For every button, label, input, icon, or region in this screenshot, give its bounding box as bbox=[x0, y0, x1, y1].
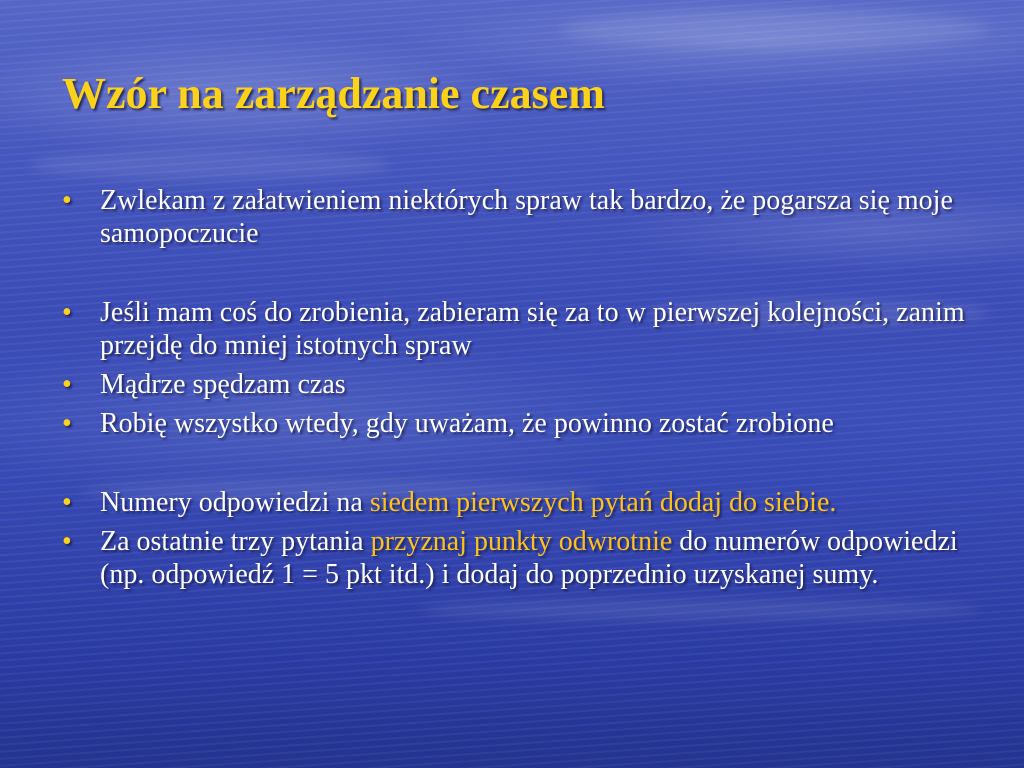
bullet-highlight: przyznaj punkty odwrotnie bbox=[370, 526, 673, 557]
bullet-text: Jeśli mam coś do zrobienia, zabieram się za to w pierwszej kolejności, zanim przejdę do mniej istotnych spraw bbox=[100, 297, 965, 361]
bullet-dot-icon: • bbox=[62, 526, 72, 557]
bullet-text: Numery odpowiedzi na bbox=[100, 487, 370, 518]
bullet-text: do numerów odpowiedzi (np. odpowiedź 1 = 5 pkt itd.) i dodaj do poprzednio uzyskanej sumy. bbox=[100, 526, 958, 590]
bullet-dot-icon: • bbox=[62, 185, 72, 216]
bullet-text: Za ostatnie trzy pytania bbox=[100, 526, 371, 557]
water-streak bbox=[420, 600, 980, 620]
bullet-dot-icon: • bbox=[62, 369, 72, 400]
sky-streak bbox=[560, 10, 990, 50]
bullet-text: Mądrze spędzam czas bbox=[100, 369, 346, 400]
bullet-text: Zwlekam z załatwieniem niektórych spraw tak bardzo, że pogarsza się moje samopoczucie bbox=[100, 185, 953, 249]
slide-title: Wzór na zarządzanie czasem bbox=[62, 69, 605, 118]
bullet-item bbox=[60, 184, 980, 250]
bullet-highlight: siedem pierwszych pytań dodaj do siebie. bbox=[369, 487, 837, 518]
bullet-list bbox=[60, 184, 980, 591]
bullet-dot-icon: • bbox=[62, 297, 72, 328]
bullet-item bbox=[60, 486, 980, 519]
bullet-item bbox=[60, 407, 980, 440]
sky-streak bbox=[30, 150, 390, 180]
bullet-dot-icon: • bbox=[62, 487, 72, 518]
bullet-text: Robię wszystko wtedy, gdy uważam, że powinno zostać zrobione bbox=[100, 408, 834, 439]
bullet-item bbox=[60, 296, 980, 362]
bullet-dot-icon: • bbox=[62, 408, 72, 439]
bullet-item bbox=[60, 368, 980, 401]
bullet-item bbox=[60, 525, 980, 591]
